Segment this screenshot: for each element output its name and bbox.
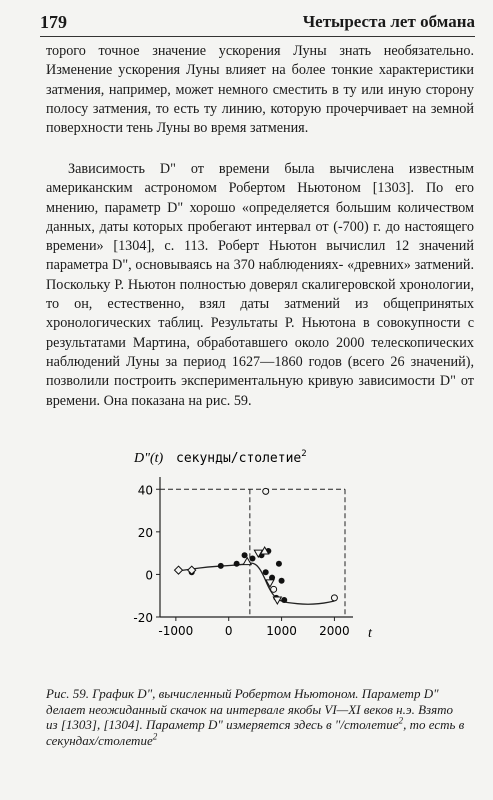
- data-point-filled-circle: [276, 561, 282, 567]
- x-tick-label: 1000: [266, 624, 297, 638]
- data-point-open-circle: [271, 586, 277, 592]
- y-tick-label: -20: [133, 611, 153, 625]
- y-axis-symbol: D"(t): [134, 451, 164, 466]
- y-tick-label: 20: [137, 525, 153, 540]
- figure-59-chart: [130, 449, 380, 647]
- chart-svg: [130, 449, 380, 647]
- x-axis-symbol: t: [368, 626, 372, 641]
- points-layer: [175, 488, 338, 604]
- x-tick-label: 0: [224, 624, 233, 638]
- page-number: 179: [40, 12, 67, 32]
- data-point-filled-circle: [242, 552, 248, 558]
- paragraph-1: торого точное значение ускорения Луны знать необязательно. Изменение ускорения Луны влияет на более тонкие характеристики затмения, например, может немного сместить в ту или иную сторону полосу затмения, то есть ту линию, которую прочерчивает на земной поверхности тень Луны во время затмения.: [46, 43, 474, 137]
- data-point-filled-circle: [263, 569, 269, 575]
- page-header: [40, 12, 475, 36]
- data-point-open-diamond: [175, 566, 183, 574]
- data-point-filled-circle: [279, 578, 285, 584]
- y-tick-label: 0: [145, 568, 153, 583]
- data-point-filled-circle: [234, 561, 240, 567]
- data-point-filled-circle: [281, 597, 287, 603]
- paragraph-2: Зависимость D" от времени была вычислена известным американским астрономом Робертом Ньютоном [1303]. По его мнению, параметр D" хорошо «определяется большим количеством данных, даты которых пробегают интервал от (-700) г. до настоящего времени» [1304], с. 113. Роберт Ньютон вычислил 12 значений параметра D", основываясь на 370 наблюдениях- «древних» затмений. Поскольку Р. Ньютон полностью доверял скалигеровской хронологии, то он, естественно, взял даты затмений из общепринятых хронологических таблиц. Результаты Р. Ньютона в совокупности с результатами Мартина, обработавшего около 2000 телескопических наблюдений Луны за период 1627—1860 годов (всего 26 значений), позволили построить экспериментальную кривую зависимости D" от времени. Она показана на рис. 59.: [46, 161, 474, 409]
- fitted-curve: [176, 563, 335, 604]
- reference-lines: [160, 489, 345, 617]
- data-point-filled-circle: [250, 555, 256, 561]
- data-point-open-circle: [331, 595, 337, 601]
- running-title: Четыреста лет обмана: [302, 12, 475, 31]
- y-unit-label: секунды/столетие$^2$: [176, 449, 307, 466]
- x-tick-label: -1000: [158, 624, 194, 638]
- data-point-open-circle: [263, 488, 269, 494]
- header-rule: [40, 36, 475, 37]
- x-tick-label: 2000: [319, 624, 350, 638]
- y-tick-label: 40: [137, 483, 153, 498]
- data-point-filled-circle: [218, 563, 224, 569]
- figure-caption: Рис. 59. График D", вычисленный Робертом Ньютоном. Параметр D" делает неожиданный скачок на интервале якобы VI—XI веков н.э. Взято из [1303], [1304]. Параметр D" измеряется здесь в "/столетие$^2$, то есть в секундах/столетие$^2$: [46, 686, 465, 748]
- curve-layer: [176, 563, 335, 604]
